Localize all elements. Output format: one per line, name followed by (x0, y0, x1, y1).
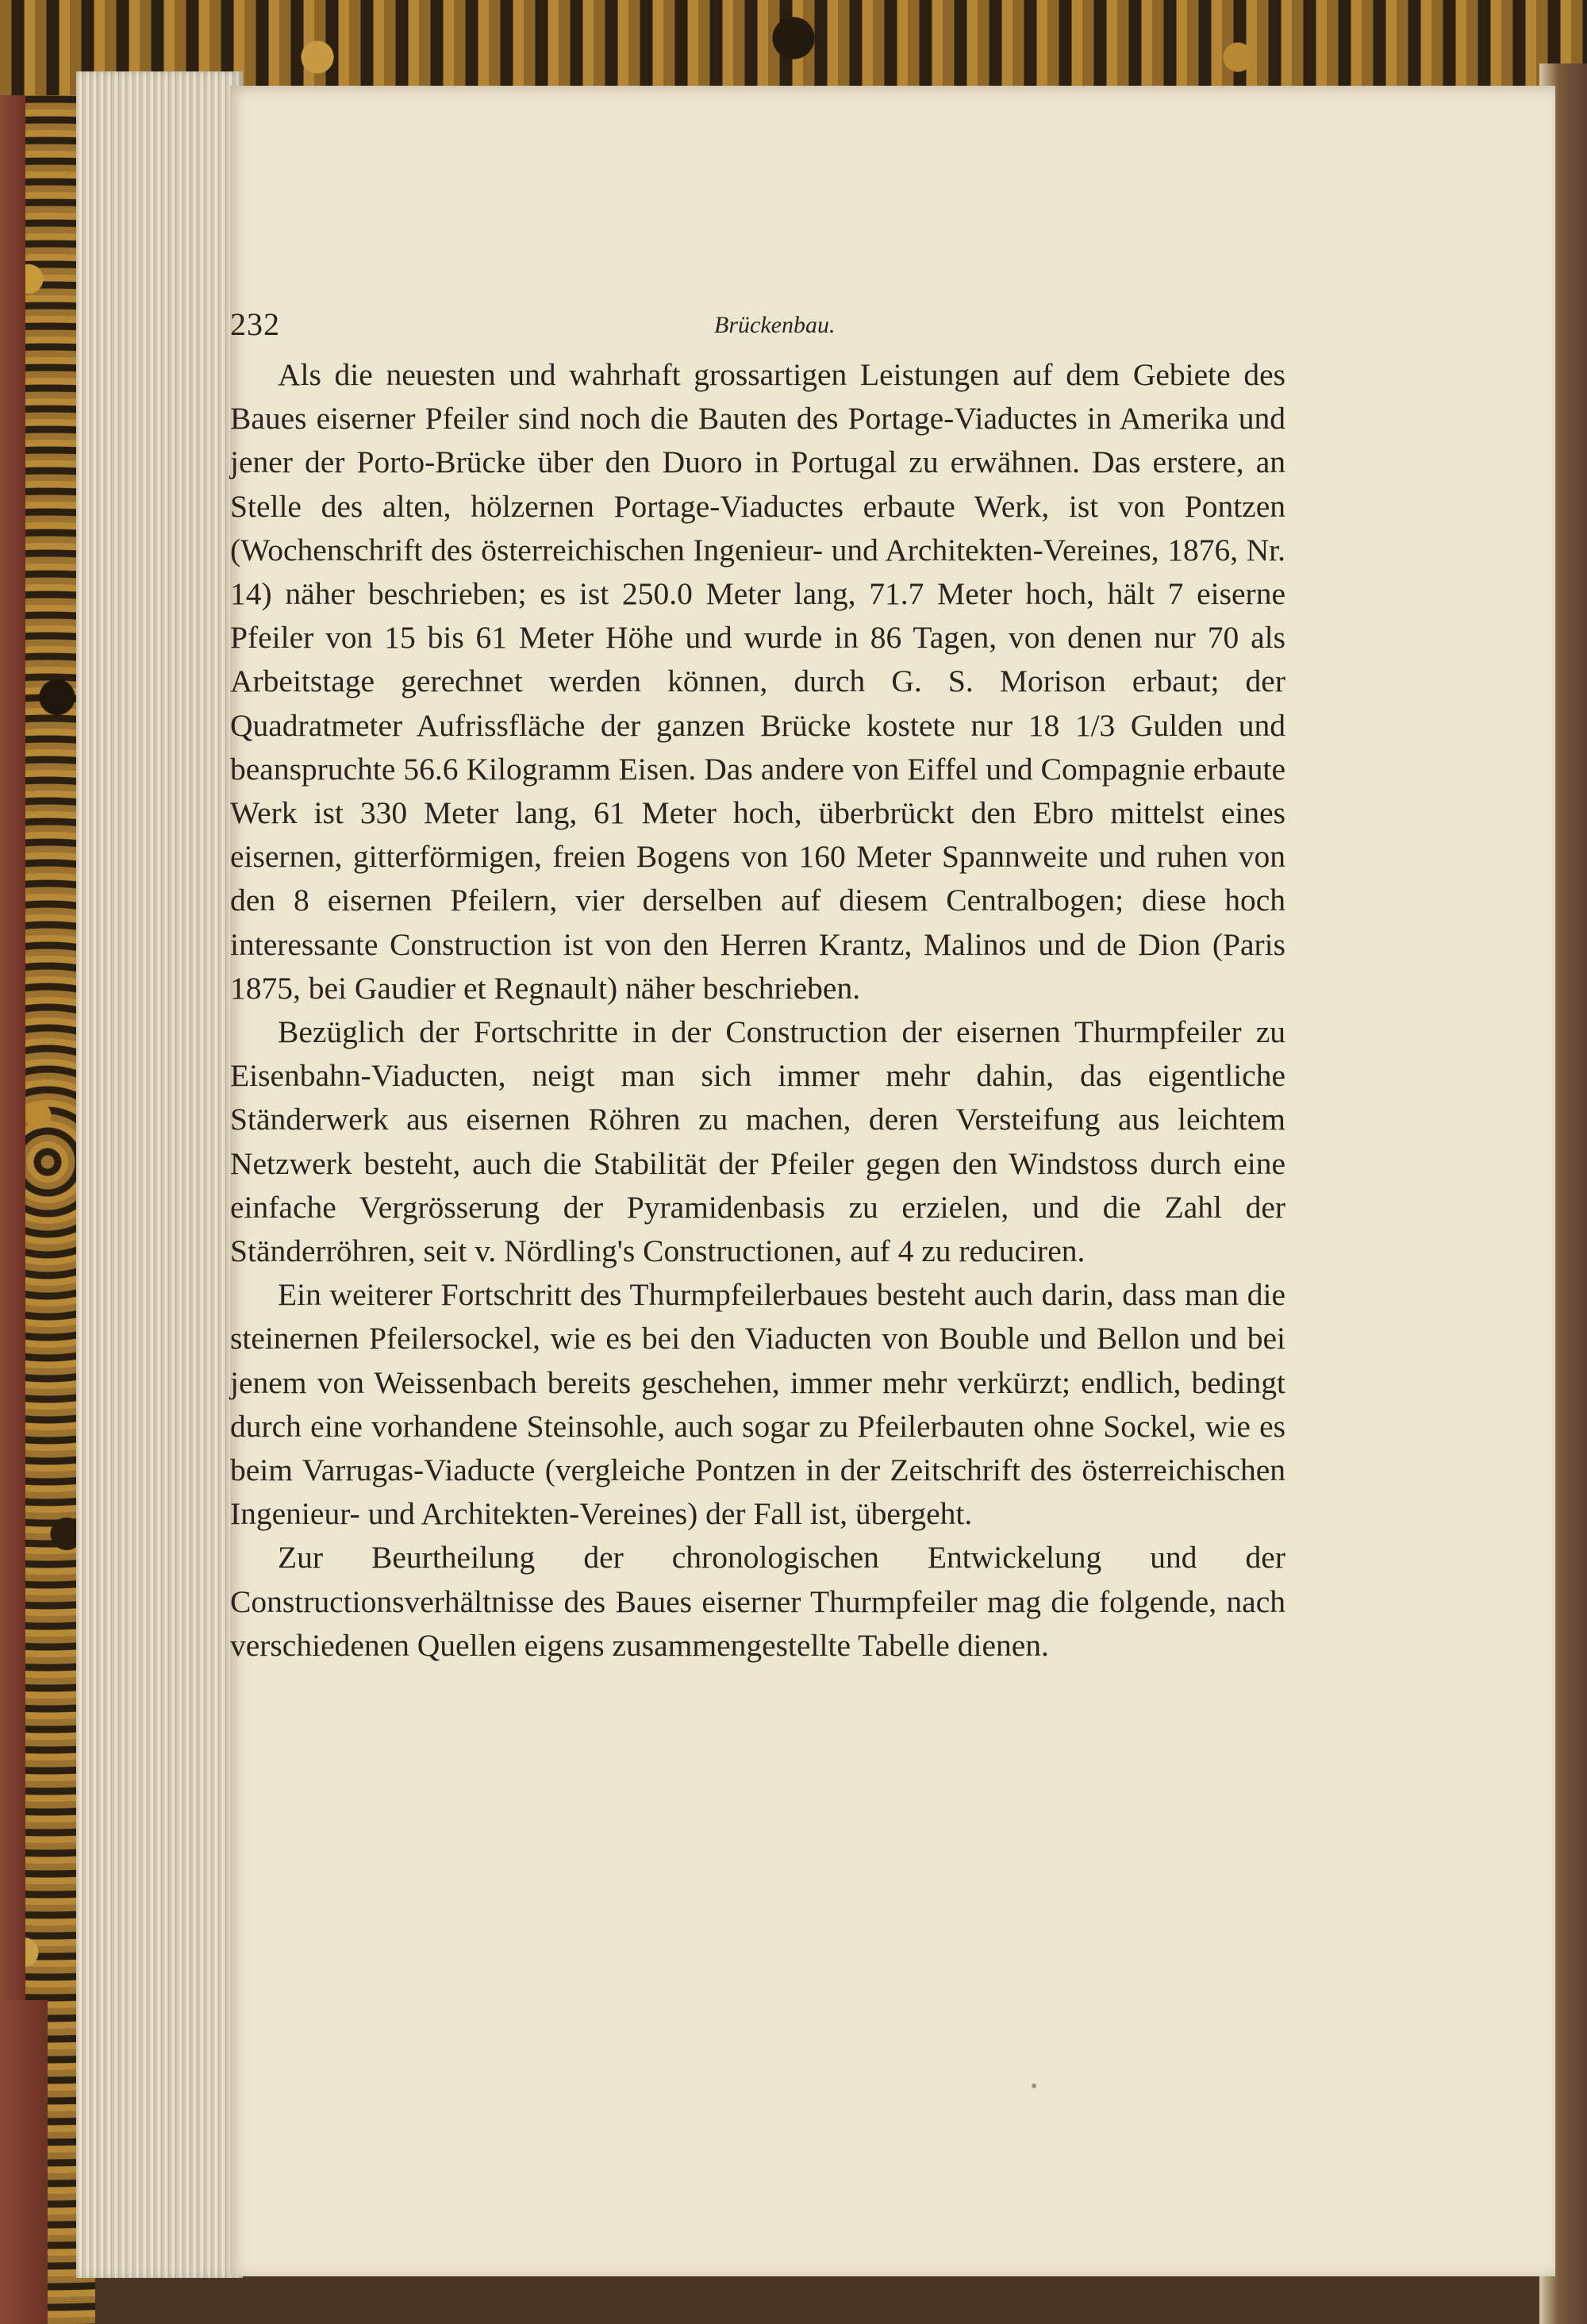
paragraph-4: Zur Beurtheilung der chronologischen Entwickelung und der Constructionsverhältnisse des Baues eiserner Thurmpfeiler mag die folgende, nach verschiedenen Quellen eigens zusammengestellte Tabelle dienen. (230, 1540, 1285, 1663)
paragraph-1: Als die neuesten und wahrhaft grossartigen Leistungen auf dem Gebiete des Baues eiserner Pfeiler sind noch die Bauten des Portage-Viaductes in Amerika und jener der Porto-Brücke über den Duoro in Portugal zu erwähnen. Das erstere, an Stelle des alten, hölzernen Portage-Viaductes erbaute Werk, ist von Pontzen (Wochenschrift des österreichischen Ingenieur- und Architekten-Vereines, 1876, Nr. 14) näher beschrieben; es ist 250.0 Meter lang, 71.7 Meter hoch, hält 7 eiserne Pfeiler von 15 bis 61 Meter Höhe und wurde in 86 Tagen, von denen nur 70 als Arbeitstage gerechnet werden können, durch G. S. Morison erbaut; der Quadratmeter Aufrissfläche der ganzen Brücke kostete nur 18 1/3 Gulden und beanspruchte 56.6 Kilogramm Eisen. Das andere von Eiffel und Compagnie erbaute Werk ist 330 Meter lang, 61 Meter hoch, überbrückt den Ebro mittelst eines eisernen, gitterförmigen, freien Bogens von 160 Meter Spannweite und ruhen von den 8 eisernen Pfeilern, vier derselben auf diesem Centralbogen; diese hoch interessante Construction ist von den Herren Krantz, Malinos und de Dion (Paris 1875, bei Gaudier et Regnault) näher beschrieben. (230, 357, 1285, 1006)
paragraph-3: Ein weiterer Fortschritt des Thurmpfeilerbaues besteht auch darin, dass man die steinernen Pfeilersockel, wie es bei den Viaducten von Bouble und Bellon und bei jenem von Weissenbach bereits geschehen, immer mehr verkürzt; endlich, bedingt durch eine vorhandene Steinsohle, auch sogar zu Pfeilerbauten ohne Sockel, wie es beim Varrugas-Viaducte (vergleiche Pontzen in der Zeitschrift des österreichischen Ingenieur- und Architekten-Vereines) der Fall ist, übergeht. (230, 1277, 1285, 1532)
page-number: 232 (230, 306, 280, 342)
page-header (230, 306, 1285, 353)
paper-speck (1032, 2084, 1036, 2088)
running-head: Brückenbau. (714, 312, 836, 338)
cover-leather-edge (0, 0, 25, 2324)
page-block-edges (76, 71, 243, 2278)
cover-leather-corner (0, 2000, 48, 2324)
paragraph-2: Bezüglich der Fortschritte in der Construction der eisernen Thurmpfeiler zu Eisenbahn-Viaducten, neigt man sich immer mehr dahin, das eigentliche Ständerwerk aus eisernen Röhren zu machen, deren Versteifung aus leichtem Netzwerk besteht, auch die Stabilität der Pfeiler gegen den Windstoss durch eine einfache Vergrösserung der Pyramidenbasis zu erzielen, und die Zahl der Ständerröhren, seit v. Nördling's Constructionen, auf 4 zu reduciren. (230, 1014, 1285, 1269)
page-text-block (230, 306, 1285, 1668)
